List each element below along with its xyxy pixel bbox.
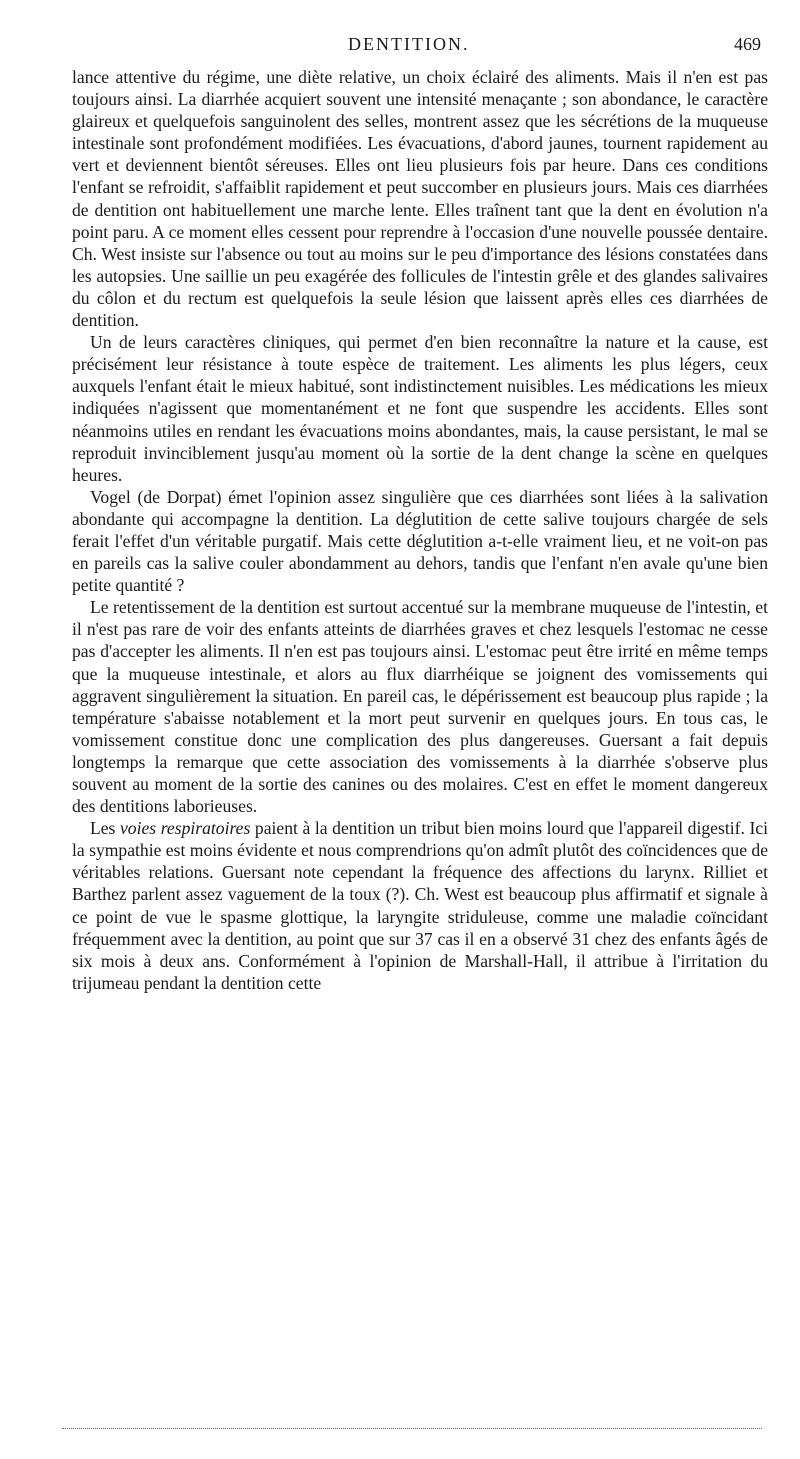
page-number: 469 — [734, 34, 761, 54]
paragraph-5 — [72, 817, 768, 994]
body-text — [72, 66, 768, 994]
paragraph-3: Vogel (de Dorpat) émet l'opinion assez singulière que ces diarrhées sont liées à la salivation abondante qui accompagne la dentition. La déglutition de cette salive toujours chargée de sels ferait l'effet d'un véritable purgatif. Mais cette déglutition a-t-elle vraiment lieu, et ne voit-on pas en pareils cas la salive couler abondamment au dehors, tandis que l'enfant n'en avale qu'une bien petite quantité ? — [72, 486, 768, 596]
footer-dotted-rule — [62, 1428, 762, 1429]
paragraph-1: lance attentive du régime, une diète relative, un choix éclairé des aliments. Mais il n'en est pas toujours ainsi. La diarrhée acquiert souvent une intensité menaçante ; son abondance, le caractère glaireux et quelquefois sanguinolent des selles, montrent assez que les sécrétions de la muqueuse intestinale sont profondément modifiées. Les évacuations, d'abord jaunes, tournent rapidement au vert et deviennent bientôt séreuses. Elles ont lieu plusieurs fois par heure. Dans ces conditions l'enfant se refroidit, s'affaiblit rapidement et peut succomber en plusieurs jours. Mais ces diarrhées de dentition ont habituellement une marche lente. Elles traînent tant que la dent en évolution n'a point paru. A ce moment elles cessent pour reprendre à l'occasion d'une nouvelle poussée dentaire. Ch. West insiste sur l'absence ou tout au moins sur le peu d'importance des lésions constatées dans les autopsies. Une saillie un peu exagérée des follicules de l'intestin grêle et des glandes salivaires du côlon et du rectum est quelquefois la seule lésion que laissent après elles ces diarrhées de dentition. — [72, 67, 768, 331]
paragraph-5-text: paient à la dentition un tribut bien moins lourd que l'appareil digestif. Ici la sympathie est moins évidente et nous comprendrions qu'on admît plutôt des coïncidences que de véritables relations. Guersant note cependant la fréquence des affections du larynx. Rilliet et Barthez parlent assez vaguement de la toux (?). Ch. West est beaucoup plus affirmatif et signale à ce point de vue le spasme glottique, la laryngite striduleuse, comme une maladie coïncidant fréquemment avec la dentition, au point que sur 37 cas il en a observé 31 chez des enfants âgés de six mois à deux ans. Conformément à l'opinion de Marshall-Hall, il attribue à l'irritation du trijumeau pendant la dentition cette — [72, 818, 769, 993]
paragraph-2: Un de leurs caractères cliniques, qui permet d'en bien reconnaître la nature et la cause, est précisément leur résistance à toute espèce de traitement. Les aliments les plus légers, ceux auxquels l'enfant était le mieux habitué, sont indistinctement nuisibles. Les médications les mieux indiquées n'agissent que momentanément et ne font que suspendre les accidents. Elles sont néanmoins utiles en rendant les évacuations moins abondantes, mais, la cause persistant, le mal se reproduit invinciblement jusqu'au moment où la sortie de la dent change la scène en quelques heures. — [72, 332, 768, 485]
paragraph-4: Le retentissement de la dentition est surtout accentué sur la membrane muqueuse de l'intestin, et il n'est pas rare de voir des enfants atteints de diarrhées graves et chez lesquels l'estomac ne cesse pas d'accepter les aliments. Il n'en est pas toujours ainsi. L'estomac peut être irrité en même temps que la muqueuse intestinale, et alors au flux diarrhéique se joignent des vomissements qui aggravent singulièrement la situation. En pareil cas, le dépérissement est beaucoup plus rapide ; la température s'abaisse notablement et la mort peut survenir en quelques jours. En tous cas, le vomissement constitue donc une complication des plus dangereuses. Guersant a fait depuis longtemps la remarque que cette association des vomissements à la diarrhée s'observe plus souvent au moment de la sortie des canines ou des molaires. C'est en effet le moment dangereux des dentitions laborieuses. — [72, 597, 768, 817]
running-title: DENTITION. — [348, 34, 470, 54]
running-head — [0, 34, 800, 62]
paragraph-5-lead: Les — [90, 818, 120, 839]
emphasis-voies-respiratoires: voies respiratoires — [120, 818, 251, 839]
